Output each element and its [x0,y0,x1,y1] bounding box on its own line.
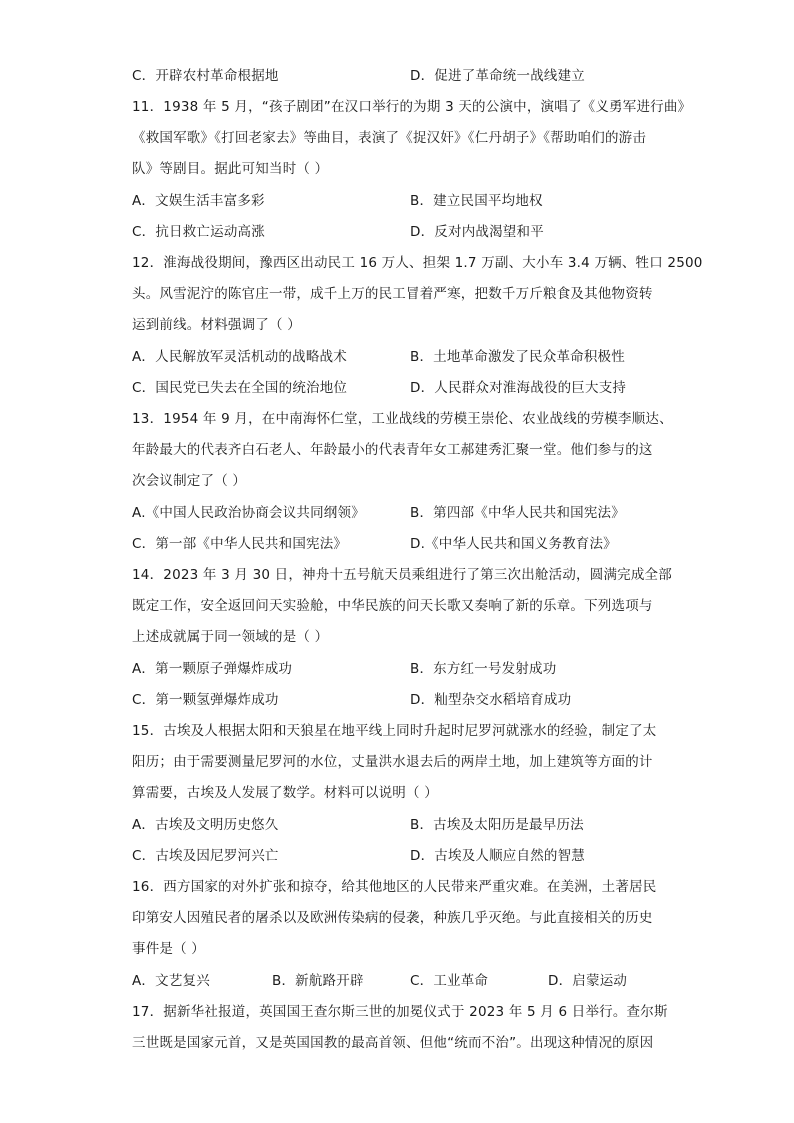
q10-option-d: D．促进了革命统一战线建立 [410,68,585,84]
q13-option-d: D.《中华人民共和国义务教育法》 [410,536,617,552]
q10-option-c: C．开辟农村革命根据地 [132,68,279,84]
q11-stem-line-1: 11．1938 年 5 月，“孩子剧团”在汉口举行的为期 3 天的公演中，演唱了《义勇军进行曲》 [132,99,692,115]
q12-stem-line-2: 头。风雪泥泞的陈官庄一带，成千上万的民工冒着严寒，把数千万斤粮食及其他物资转 [132,286,653,302]
q17-stem-line-1: 17．据新华社报道，英国国王查尔斯三世的加冕仪式于 2023 年 5 月 6 日举行。查尔斯 [132,1004,668,1020]
q15-stem-line-1: 15．古埃及人根据太阳和天狼星在地平线上同时升起时尼罗河就涨水的经验，制定了太 [132,723,657,739]
q14-option-a: A．第一颗原子弹爆炸成功 [132,661,293,677]
q13-option-c: C．第一部《中华人民共和国宪法》 [132,536,348,552]
q14-option-c: C．第一颗氢弹爆炸成功 [132,692,279,708]
q11-option-d: D．反对内战渴望和平 [410,224,544,240]
q17-stem-line-2: 三世既是国家元首，又是英国国教的最高首领、但他“统而不治”。出现这种情况的原因 [132,1035,654,1051]
q14-stem-line-3: 上述成就属于同一领域的是（ ） [132,629,329,645]
q16-stem-line-2: 印第安人因殖民者的屠杀以及欧洲传染病的侵袭，种族几乎灭绝。与此直接相关的历史 [132,910,653,926]
q12-option-c: C．国民党已失去在全国的统治地位 [132,380,348,396]
q13-option-b: B．第四部《中华人民共和国宪法》 [410,505,625,521]
q15-stem-line-2: 阳历；由于需要测量尼罗河的水位，丈量洪水退去后的两岸土地，加上建筑等方面的计 [132,754,653,770]
q11-stem-line-3: 队》等剧目。据此可知当时（ ） [132,161,329,177]
q13-stem-line-3: 次会议制定了（ ） [132,473,247,489]
q14-option-b: B．东方红一号发射成功 [410,661,557,677]
q15-stem-line-3: 算需要，古埃及人发展了数学。材料可以说明（ ） [132,785,438,801]
q16-stem-line-1: 16．西方国家的对外扩张和掠夺，给其他地区的人民带来严重灾难。在美洲，土著居民 [132,879,657,895]
q14-stem-line-1: 14．2023 年 3 月 30 日，神舟十五号航天员乘组进行了第三次出舱活动，圆满完成全部 [132,567,672,583]
q13-stem-line-1: 13．1954 年 9 月，在中南海怀仁堂，工业战线的劳模王崇伦、农业战线的劳模李顺达、 [132,411,673,427]
q11-option-a: A．文娱生活丰富多彩 [132,193,265,209]
q11-option-b: B．建立民国平均地权 [410,193,543,209]
q16-option-b: B．新航路开辟 [272,973,364,989]
q12-option-d: D．人民群众对淮海战役的巨大支持 [410,380,627,396]
q12-stem-line-1: 12．淮海战役期间，豫西区出动民工 16 万人、担架 1.7 万副、大小车 3.4 万辆、牲口 2500 [132,255,703,271]
q15-option-b: B．古埃及太阳历是最早历法 [410,817,584,833]
q11-stem-line-2: 《救国军歌》《打回老家去》等曲目，表演了《捉汉奸》《仁丹胡子》《帮助咱们的游击 [132,130,647,146]
q16-stem-line-3: 事件是（ ） [132,941,205,957]
q12-option-b: B．土地革命激发了民众革命积极性 [410,349,625,365]
q16-option-c: C．工业革命 [410,973,489,989]
q14-option-d: D．籼型杂交水稻培育成功 [410,692,572,708]
q12-option-a: A．人民解放军灵活机动的战略战术 [132,349,347,365]
q16-option-a: A．文艺复兴 [132,973,210,989]
q13-stem-line-2: 年龄最大的代表齐白石老人、年龄最小的代表青年女工郝建秀汇聚一堂。他们参与的这 [132,442,653,458]
q16-option-d: D．启蒙运动 [548,973,628,989]
q14-stem-line-2: 既定工作，安全返回问天实验舱，中华民族的问天长歌又奏响了新的乐章。下列选项与 [132,598,653,614]
q11-option-c: C．抗日救亡运动高涨 [132,224,265,240]
q15-option-a: A．古埃及文明历史悠久 [132,817,279,833]
q13-option-a: A.《中国人民政治协商会议共同纲领》 [132,505,365,521]
q15-option-c: C．古埃及因尼罗河兴亡 [132,848,279,864]
q12-stem-line-3: 运到前线。材料强调了（ ） [132,317,301,333]
q15-option-d: D．古埃及人顺应自然的智慧 [410,848,585,864]
